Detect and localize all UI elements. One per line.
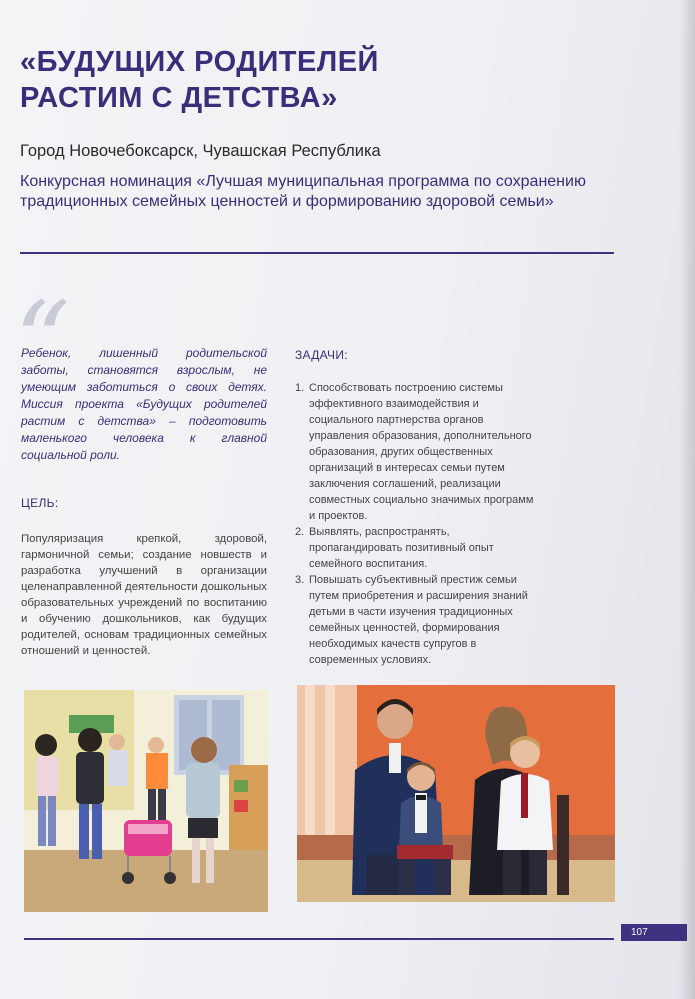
footer-divider — [24, 938, 614, 940]
quote-mark-icon: “ — [14, 278, 71, 406]
task-item — [295, 572, 535, 668]
kindergarten-photo — [24, 690, 268, 912]
task-number: 1. — [295, 382, 305, 394]
family-photo-illustration — [297, 685, 615, 902]
page-title: «БУДУЩИХ РОДИТЕЛЕЙ РАСТИМ С ДЕТСТВА» — [20, 46, 379, 114]
goal-heading: ЦЕЛЬ: — [21, 496, 59, 510]
header-divider — [20, 252, 614, 254]
task-item — [295, 380, 535, 524]
tasks-list — [295, 380, 535, 668]
task-number: 2. — [295, 526, 305, 538]
task-item — [295, 524, 535, 572]
mission-quote: Ребенок, лишенный родительской заботы, становятся взрослым, не умеющим заботиться о своих детях. Миссия проекта «Будущих родителей растим с детства» – подготовить маленького человека к главной социальной роли. — [21, 346, 267, 462]
task-number: 3. — [295, 574, 305, 586]
nomination-text: Конкурсная номинация «Лучшая муниципальная программа по сохранению традиционных семейных ценностей и формированию здоровой семьи» — [20, 173, 586, 210]
family-photo — [297, 685, 615, 902]
task-text: Выявлять, распространять, пропагандировать позитивный опыт семейного воспитания. — [309, 526, 494, 570]
page-number: 107 — [621, 924, 687, 941]
tasks-heading: ЗАДАЧИ: — [295, 348, 348, 362]
city-subtitle: Город Новочебоксарск, Чувашская Республика — [20, 142, 381, 160]
page-edge-shadow — [679, 0, 695, 999]
goal-text: Популяризация крепкой, здоровой, гармоничной семьи; создание новшеств и разработка улучшений в организации целенаправленной деятельности дошкольных образовательных учреждений по воспитанию и обучению дошкольников, как будущих родителей, основам традиционных семейных отношений и ценностей. — [21, 533, 267, 657]
kindergarten-photo-illustration — [24, 690, 268, 912]
task-text: Повышать субъективный престиж семьи путем приобретения и расширения знаний детьми в части изучения традиционных семейных ценностей, формирования необходимых качеств супругов в современных условиях. — [309, 574, 528, 666]
task-text: Способствовать построению системы эффективного взаимодействия и социального партнерства органов управления образования, дополнительного образования, других общественных организаций в интересах семьи путем заключения соглашений, реализации совместных социально значимых программ и проектов. — [309, 382, 534, 522]
